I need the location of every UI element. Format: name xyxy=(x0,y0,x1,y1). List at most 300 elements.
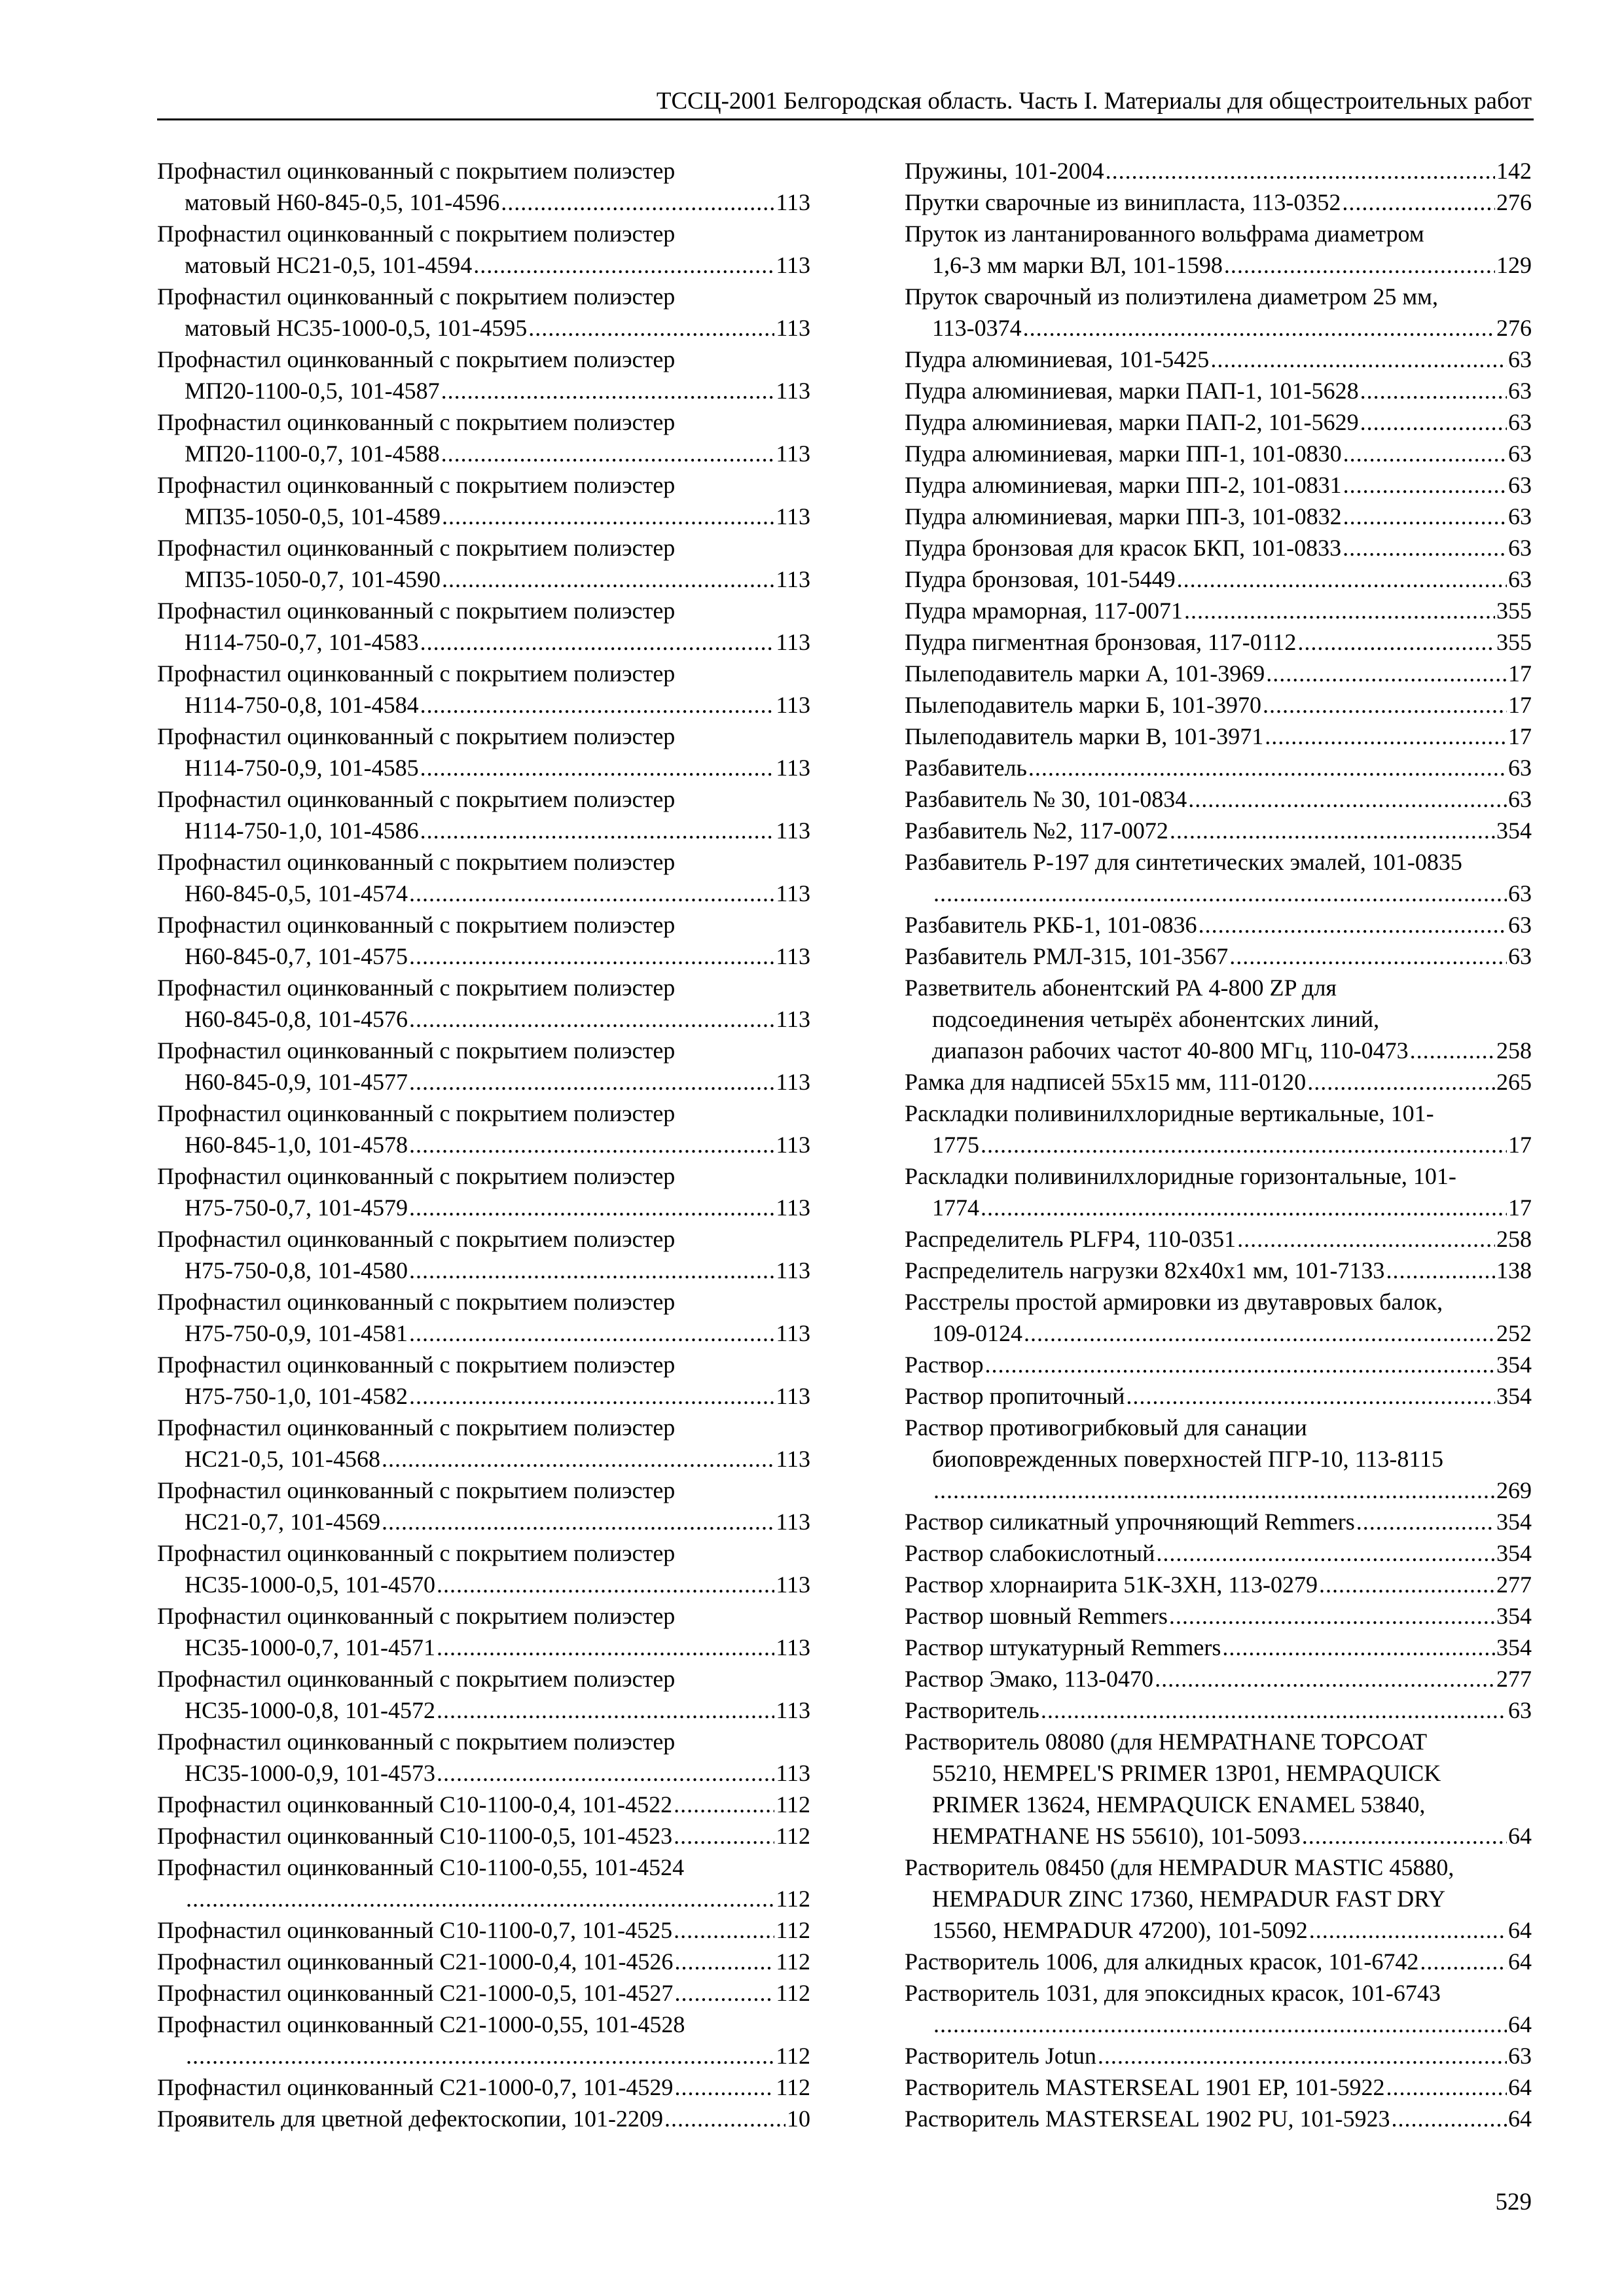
entry-text-last-line: НС21-0,5, 101-4568 xyxy=(185,1446,380,1472)
entry-text-line: Профнастил оцинкованный с покрытием полиэстер xyxy=(157,1352,676,1378)
entry-page-number: 113 xyxy=(776,755,810,781)
index-entry xyxy=(905,501,1532,532)
entry-text-line: Профнастил оцинкованный с покрытием полиэстер xyxy=(157,158,676,184)
dot-leader xyxy=(674,1820,774,1852)
entry-text-last-line: МП20-1100-0,5, 101-4587 xyxy=(185,378,440,404)
entry-text-last-line: НС35-1000-0,5, 101-4570 xyxy=(185,1571,435,1598)
entry-page-number: 129 xyxy=(1496,252,1532,278)
index-entry xyxy=(157,658,810,721)
entry-text-line: биоповрежденных поверхностей ПГР-10, 113-8115 xyxy=(932,1446,1443,1472)
index-entry xyxy=(905,1506,1532,1537)
entry-text-last-line: Пудра бронзовая, 101-5449 xyxy=(905,566,1176,592)
entry-text-line: подсоединения четырёх абонентских линий, xyxy=(932,1006,1380,1032)
entry-text-last-line: Растворитель Jotun xyxy=(905,2043,1096,2069)
entry-text-last-line: 109-0124 xyxy=(932,1320,1022,1346)
entry-text-last-line: Пудра алюминиевая, марки ПП-2, 101-0831 xyxy=(905,472,1342,498)
entry-page-number: 113 xyxy=(776,1132,810,1158)
dot-leader xyxy=(420,752,775,783)
dot-leader xyxy=(1302,1820,1507,1852)
index-entry xyxy=(905,1663,1532,1695)
entry-text-line: Профнастил оцинкованный с покрытием полиэстер xyxy=(157,849,676,875)
dot-leader xyxy=(437,1569,774,1600)
entry-text-last-line: Разбавитель РМЛ-315, 101-3567 xyxy=(905,943,1229,969)
dot-leader xyxy=(1263,689,1507,721)
entry-page-number: 63 xyxy=(1508,378,1532,404)
index-entry xyxy=(905,218,1532,281)
entry-text-last-line: 1774 xyxy=(932,1194,979,1221)
index-entry xyxy=(157,2103,810,2134)
entry-page-number: 63 xyxy=(1508,1697,1532,1723)
entry-text-line: Профнастил оцинкованный с покрытием полиэстер xyxy=(157,1477,676,1503)
dot-leader xyxy=(437,1632,774,1663)
dot-leader xyxy=(664,2103,785,2134)
entry-page-number: 354 xyxy=(1496,1509,1532,1535)
dot-leader xyxy=(1360,375,1507,406)
entry-page-number: 142 xyxy=(1496,158,1532,184)
entry-text-last-line: 113-0374 xyxy=(932,315,1022,341)
entry-page-number: 113 xyxy=(776,1634,810,1660)
index-entry xyxy=(905,281,1532,344)
entry-page-number: 138 xyxy=(1496,1257,1532,1283)
index-entry xyxy=(905,1255,1532,1286)
entry-text-line: Профнастил оцинкованный с покрытием полиэстер xyxy=(157,283,676,310)
entry-text-last-line: Н60-845-0,8, 101-4576 xyxy=(185,1006,408,1032)
index-entry xyxy=(157,2072,810,2103)
entry-page-number: 63 xyxy=(1508,566,1532,592)
entry-page-number: 112 xyxy=(776,1886,810,1912)
entry-page-number: 354 xyxy=(1496,1603,1532,1629)
dot-leader xyxy=(441,438,775,469)
entry-page-number: 63 xyxy=(1508,943,1532,969)
index-entry xyxy=(905,2072,1532,2103)
index-entry xyxy=(157,1852,810,1914)
dot-leader xyxy=(1237,1223,1495,1255)
dot-leader xyxy=(984,1349,1495,1380)
header-rule xyxy=(157,118,1534,120)
dot-leader xyxy=(981,1129,1507,1160)
entry-text-last-line: Н60-845-0,9, 101-4577 xyxy=(185,1069,408,1095)
entry-text-last-line: Н60-845-0,7, 101-4575 xyxy=(185,943,408,969)
entry-text-line: Растворитель 08080 (для HEMPATHANE TOPCOAT xyxy=(905,1729,1428,1755)
entry-text-last-line: МП35-1050-0,5, 101-4589 xyxy=(185,503,441,529)
dot-leader xyxy=(1210,344,1507,375)
index-entry xyxy=(905,721,1532,752)
index-entry xyxy=(905,375,1532,406)
entry-page-number: 63 xyxy=(1508,535,1532,561)
dot-leader xyxy=(1041,1695,1507,1726)
entry-page-number: 64 xyxy=(1508,2011,1532,2037)
dot-leader xyxy=(473,249,774,281)
dot-leader xyxy=(1307,1066,1495,1098)
entry-text-line: Профнастил оцинкованный с покрытием полиэстер xyxy=(157,1163,676,1189)
entry-text-last-line: диапазон рабочих частот 40-800 МГц, 110-0473 xyxy=(932,1037,1409,1064)
entry-text-last-line: Профнастил оцинкованный С21-1000-0,7, 101-4529 xyxy=(157,2074,674,2100)
dot-leader xyxy=(1297,626,1495,658)
index-entry xyxy=(157,1349,810,1412)
index-entry xyxy=(905,1412,1532,1506)
entry-text-line: Профнастил оцинкованный с покрытием полиэстер xyxy=(157,221,676,247)
entry-text-last-line: Пудра бронзовая для красок БКП, 101-0833 xyxy=(905,535,1342,561)
entry-text-last-line: МП35-1050-0,7, 101-4590 xyxy=(185,566,441,592)
entry-text-last-line: Профнастил оцинкованный С10-1100-0,5, 101-4523 xyxy=(157,1823,673,1849)
entry-text-last-line: 1,6-3 мм марки ВЛ, 101-1598 xyxy=(932,252,1223,278)
entry-text-last-line: Пудра алюминиевая, марки ПАП-1, 101-5628 xyxy=(905,378,1359,404)
entry-text-line: Профнастил оцинкованный С21-1000-0,55, 101-4528 xyxy=(157,2011,685,2037)
index-entry xyxy=(157,1977,810,2009)
dot-leader xyxy=(1023,312,1495,344)
index-entry xyxy=(157,155,810,218)
index-entry xyxy=(905,689,1532,721)
entry-text-line: Пруток из лантанированного вольфрама диаметром xyxy=(905,221,1424,247)
entry-page-number: 17 xyxy=(1508,692,1532,718)
dot-leader xyxy=(1156,1537,1495,1569)
entry-page-number: 113 xyxy=(776,1069,810,1095)
index-entry xyxy=(157,1789,810,1820)
dot-leader xyxy=(1184,595,1495,626)
entry-text-last-line: Н75-750-0,9, 101-4581 xyxy=(185,1320,408,1346)
index-entry xyxy=(905,1160,1532,1223)
entry-text-last-line: матовый НС21-0,5, 101-4594 xyxy=(185,252,473,278)
index-entry xyxy=(905,344,1532,375)
index-entry xyxy=(157,595,810,658)
index-entry xyxy=(157,1475,810,1537)
entry-page-number: 277 xyxy=(1496,1571,1532,1598)
entry-text-last-line: Профнастил оцинкованный С10-1100-0,4, 101-4522 xyxy=(157,1791,673,1818)
entry-page-number: 113 xyxy=(776,1760,810,1786)
index-column-right xyxy=(905,155,1532,2134)
index-entry xyxy=(905,469,1532,501)
entry-page-number: 63 xyxy=(1508,440,1532,467)
index-entry xyxy=(905,941,1532,972)
entry-text-last-line: Проявитель для цветной дефектоскопии, 101-2209 xyxy=(157,2106,663,2132)
entry-text-last-line: Растворитель 1006, для алкидных красок, 101-6742 xyxy=(905,1948,1419,1975)
dot-leader xyxy=(933,2009,1507,2040)
index-entry xyxy=(905,1349,1532,1380)
entry-page-number: 17 xyxy=(1508,1194,1532,1221)
entry-page-number: 63 xyxy=(1508,912,1532,938)
entry-text-last-line: Раствор Эмако, 113-0470 xyxy=(905,1666,1154,1692)
entry-page-number: 64 xyxy=(1508,2106,1532,2132)
dot-leader xyxy=(1386,1255,1495,1286)
entry-text-last-line: матовый НС35-1000-0,5, 101-4595 xyxy=(185,315,528,341)
dot-leader xyxy=(933,878,1507,909)
entry-page-number: 113 xyxy=(776,1571,810,1598)
index-entry xyxy=(157,721,810,783)
index-entry xyxy=(905,187,1532,218)
entry-text-last-line: Пылеподавитель марки А, 101-3969 xyxy=(905,660,1265,687)
dot-leader xyxy=(1188,783,1507,815)
dot-leader xyxy=(1170,815,1495,846)
index-entry xyxy=(157,972,810,1035)
index-entry xyxy=(905,1223,1532,1255)
entry-page-number: 354 xyxy=(1496,817,1532,844)
dot-leader xyxy=(674,1977,774,2009)
entry-page-number: 113 xyxy=(776,315,810,341)
entry-page-number: 277 xyxy=(1496,1666,1532,1692)
entry-page-number: 63 xyxy=(1508,880,1532,906)
index-entry xyxy=(157,344,810,406)
entry-text-line: Пруток сварочный из полиэтилена диаметром 25 мм, xyxy=(905,283,1438,310)
entry-page-number: 63 xyxy=(1508,346,1532,372)
index-entry xyxy=(905,438,1532,469)
dot-leader xyxy=(1410,1035,1495,1066)
entry-page-number: 113 xyxy=(776,378,810,404)
entry-page-number: 113 xyxy=(776,503,810,529)
index-entry xyxy=(157,469,810,532)
entry-text-last-line: Пудра алюминиевая, марки ПП-1, 101-0830 xyxy=(905,440,1342,467)
dot-leader xyxy=(409,1380,774,1412)
entry-text-last-line: Разбавитель РКБ-1, 101-0836 xyxy=(905,912,1197,938)
running-header: ТССЦ-2001 Белгородская область. Часть I. Материалы для общестроительных работ xyxy=(656,88,1532,115)
entry-page-number: 252 xyxy=(1496,1320,1532,1346)
index-entry xyxy=(905,1380,1532,1412)
index-entry xyxy=(905,972,1532,1066)
entry-page-number: 113 xyxy=(776,1257,810,1283)
entry-page-number: 112 xyxy=(776,1948,810,1975)
index-entry xyxy=(905,846,1532,909)
entry-text-line: Профнастил оцинкованный С10-1100-0,55, 101-4524 xyxy=(157,1854,685,1880)
dot-leader xyxy=(442,501,774,532)
entry-text-last-line: Профнастил оцинкованный С21-1000-0,5, 101-4527 xyxy=(157,1980,674,2006)
dot-leader xyxy=(1199,909,1507,941)
entry-text-line: Профнастил оцинкованный с покрытием полиэстер xyxy=(157,535,676,561)
entry-text-last-line: матовый Н60-845-0,5, 101-4596 xyxy=(185,189,500,215)
entry-text-last-line: Разбавитель xyxy=(905,755,1027,781)
entry-page-number: 63 xyxy=(1508,786,1532,812)
entry-text-last-line: Раствор шовный Remmers xyxy=(905,1603,1168,1629)
dot-leader xyxy=(420,626,775,658)
entry-text-last-line: 15560, HEMPADUR 47200), 101-5092 xyxy=(932,1917,1308,1943)
entry-page-number: 112 xyxy=(776,2074,810,2100)
entry-text-last-line: Пудра алюминиевая, марки ПАП-2, 101-5629 xyxy=(905,409,1359,435)
entry-page-number: 113 xyxy=(776,1446,810,1472)
entry-text-last-line: Раствор слабокислотный xyxy=(905,1540,1155,1566)
index-entry xyxy=(905,1286,1532,1349)
dot-leader xyxy=(1024,1318,1495,1349)
entry-text-line: PRIMER 13624, HEMPAQUICK ENAMEL 53840, xyxy=(932,1791,1426,1818)
index-entry xyxy=(157,1286,810,1349)
dot-leader xyxy=(437,1695,774,1726)
dot-leader xyxy=(1343,532,1507,564)
index-entry xyxy=(905,406,1532,438)
dot-leader xyxy=(933,1475,1495,1506)
entry-text-last-line: Распределитель нагрузки 82х40х1 мм, 101-7133 xyxy=(905,1257,1385,1283)
index-entry xyxy=(157,1820,810,1852)
entry-text-line: Разбавитель Р-197 для синтетических эмалей, 101-0835 xyxy=(905,849,1462,875)
dot-leader xyxy=(981,1192,1507,1223)
entry-page-number: 258 xyxy=(1496,1037,1532,1064)
dot-leader xyxy=(1155,1663,1495,1695)
dot-leader xyxy=(1098,2040,1507,2072)
entry-text-last-line: Раствор xyxy=(905,1352,984,1378)
entry-text-line: Профнастил оцинкованный с покрытием полиэстер xyxy=(157,346,676,372)
entry-page-number: 17 xyxy=(1508,723,1532,749)
entry-page-number: 64 xyxy=(1508,1823,1532,1849)
dot-leader xyxy=(409,1192,774,1223)
entry-text-last-line: Пылеподавитель марки Б, 101-3970 xyxy=(905,692,1261,718)
dot-leader xyxy=(409,1318,774,1349)
dot-leader xyxy=(674,1789,774,1820)
dot-leader xyxy=(1356,1506,1495,1537)
entry-text-line: Профнастил оцинкованный с покрытием полиэстер xyxy=(157,1289,676,1315)
index-entry xyxy=(905,595,1532,626)
entry-page-number: 258 xyxy=(1496,1226,1532,1252)
entry-text-line: Профнастил оцинкованный с покрытием полиэстер xyxy=(157,1540,676,1566)
index-entry xyxy=(905,626,1532,658)
dot-leader xyxy=(1343,438,1507,469)
index-entry xyxy=(157,2009,810,2072)
entry-page-number: 10 xyxy=(787,2106,810,2132)
entry-text-line: Профнастил оцинкованный с покрытием полиэстер xyxy=(157,409,676,435)
entry-page-number: 265 xyxy=(1496,1069,1532,1095)
entry-page-number: 276 xyxy=(1496,315,1532,341)
entry-text-last-line: Н60-845-1,0, 101-4578 xyxy=(185,1132,408,1158)
entry-text-line: Растворитель 08450 (для HEMPADUR MASTIC 45880, xyxy=(905,1854,1454,1880)
index-entry xyxy=(157,1914,810,1946)
entry-text-line: Профнастил оцинкованный с покрытием полиэстер xyxy=(157,723,676,749)
entry-text-line: Профнастил оцинкованный с покрытием полиэстер xyxy=(157,1226,676,1252)
dot-leader xyxy=(186,1883,774,1914)
dot-leader xyxy=(420,689,775,721)
dot-leader xyxy=(1342,187,1495,218)
entry-page-number: 63 xyxy=(1508,755,1532,781)
entry-text-last-line: Н114-750-0,9, 101-4585 xyxy=(185,755,419,781)
entry-page-number: 355 xyxy=(1496,629,1532,655)
index-entry xyxy=(905,1098,1532,1160)
dot-leader xyxy=(1028,752,1507,783)
entry-page-number: 276 xyxy=(1496,189,1532,215)
entry-text-last-line: 1775 xyxy=(932,1132,979,1158)
index-entry xyxy=(905,909,1532,941)
dot-leader xyxy=(1229,941,1507,972)
entry-text-line: Профнастил оцинкованный с покрытием полиэстер xyxy=(157,1666,676,1692)
index-entry xyxy=(905,1946,1532,1977)
dot-leader xyxy=(1265,721,1507,752)
dot-leader xyxy=(1343,469,1507,501)
entry-text-last-line: Раствор штукатурный Remmers xyxy=(905,1634,1221,1660)
entry-text-last-line: Пудра алюминиевая, 101-5425 xyxy=(905,346,1210,372)
index-entry xyxy=(905,752,1532,783)
index-entry xyxy=(905,1066,1532,1098)
dot-leader xyxy=(674,1946,774,1977)
entry-text-last-line: НС21-0,7, 101-4569 xyxy=(185,1509,380,1535)
dot-leader xyxy=(441,375,775,406)
index-entry xyxy=(905,532,1532,564)
entry-page-number: 113 xyxy=(776,943,810,969)
entry-text-last-line: Пылеподавитель марки В, 101-3971 xyxy=(905,723,1264,749)
dot-leader xyxy=(1106,155,1495,187)
index-entry xyxy=(905,564,1532,595)
entry-text-last-line: Н75-750-0,8, 101-4580 xyxy=(185,1257,408,1283)
entry-text-line: Профнастил оцинкованный с покрытием полиэстер xyxy=(157,598,676,624)
index-entry xyxy=(157,406,810,469)
entry-text-line: 55210, HEMPEL'S PRIMER 13P01, HEMPAQUICK xyxy=(932,1760,1441,1786)
entry-page-number: 269 xyxy=(1496,1477,1532,1503)
index-entry xyxy=(157,1600,810,1663)
entry-page-number: 64 xyxy=(1508,1948,1532,1975)
index-entry xyxy=(905,1726,1532,1852)
index-entry xyxy=(157,909,810,972)
dot-leader xyxy=(1420,1946,1507,1977)
index-entry xyxy=(157,281,810,344)
entry-page-number: 113 xyxy=(776,629,810,655)
entry-text-last-line: НС35-1000-0,7, 101-4571 xyxy=(185,1634,435,1660)
entry-page-number: 355 xyxy=(1496,598,1532,624)
entry-text-last-line: Пудра пигментная бронзовая, 117-0112 xyxy=(905,629,1297,655)
index-entry xyxy=(905,2040,1532,2072)
index-entry xyxy=(905,1569,1532,1600)
entry-page-number: 63 xyxy=(1508,409,1532,435)
entry-text-last-line: Растворитель MASTERSEAL 1901 EP, 101-5922 xyxy=(905,2074,1385,2100)
dot-leader xyxy=(409,878,774,909)
dot-leader xyxy=(409,1255,774,1286)
entry-page-number: 113 xyxy=(776,1697,810,1723)
index-entry xyxy=(905,1977,1532,2040)
dot-leader xyxy=(1360,406,1507,438)
entry-text-line: Профнастил оцинкованный с покрытием полиэстер xyxy=(157,472,676,498)
index-entry xyxy=(905,658,1532,689)
entry-page-number: 354 xyxy=(1496,1540,1532,1566)
entry-text-line: Профнастил оцинкованный с покрытием полиэстер xyxy=(157,1603,676,1629)
entry-page-number: 63 xyxy=(1508,503,1532,529)
entry-text-last-line: Растворитель MASTERSEAL 1902 PU, 101-5923 xyxy=(905,2106,1390,2132)
entry-text-line: Раскладки поливинилхлоридные вертикальные, 101- xyxy=(905,1100,1434,1126)
entry-page-number: 17 xyxy=(1508,660,1532,687)
index-entry xyxy=(157,532,810,595)
index-entry xyxy=(905,783,1532,815)
entry-text-last-line: Растворитель xyxy=(905,1697,1039,1723)
entry-text-line: Профнастил оцинкованный с покрытием полиэстер xyxy=(157,1037,676,1064)
dot-leader xyxy=(1319,1569,1495,1600)
entry-text-last-line: Рамка для надписей 55х15 мм, 111-0120 xyxy=(905,1069,1307,1095)
entry-page-number: 354 xyxy=(1496,1634,1532,1660)
entry-page-number: 113 xyxy=(776,1194,810,1221)
entry-page-number: 113 xyxy=(776,817,810,844)
entry-text-line: Профнастил оцинкованный с покрытием полиэстер xyxy=(157,660,676,687)
entry-text-last-line: Раствор хлорнаирита 51К-3ХН, 113-0279 xyxy=(905,1571,1318,1598)
dot-leader xyxy=(409,941,774,972)
entry-text-line: Профнастил оцинкованный с покрытием полиэстер xyxy=(157,1414,676,1441)
dot-leader xyxy=(674,2072,774,2103)
index-entry xyxy=(157,846,810,909)
index-entry xyxy=(157,1223,810,1286)
entry-page-number: 354 xyxy=(1496,1352,1532,1378)
entry-page-number: 112 xyxy=(776,1980,810,2006)
entry-text-last-line: МП20-1100-0,7, 101-4588 xyxy=(185,440,440,467)
entry-text-last-line: Профнастил оцинкованный С10-1100-0,7, 101-4525 xyxy=(157,1917,673,1943)
entry-page-number: 113 xyxy=(776,1006,810,1032)
entry-page-number: 63 xyxy=(1508,472,1532,498)
dot-leader xyxy=(409,1066,774,1098)
index-entry xyxy=(905,1695,1532,1726)
dot-leader xyxy=(501,187,774,218)
index-entry xyxy=(905,1632,1532,1663)
entry-page-number: 112 xyxy=(776,1823,810,1849)
dot-leader xyxy=(1177,564,1507,595)
entry-text-last-line: Пудра мраморная, 117-0071 xyxy=(905,598,1183,624)
dot-leader xyxy=(1392,2103,1507,2134)
entry-page-number: 112 xyxy=(776,1791,810,1818)
dot-leader xyxy=(528,312,774,344)
entry-page-number: 113 xyxy=(776,692,810,718)
dot-leader xyxy=(1222,1632,1495,1663)
index-entry xyxy=(157,1663,810,1726)
entry-page-number: 63 xyxy=(1508,2043,1532,2069)
entry-text-line: Растворитель 1031, для эпоксидных красок, 101-6743 xyxy=(905,1980,1441,2006)
dot-leader xyxy=(1224,249,1495,281)
entry-page-number: 112 xyxy=(776,2043,810,2069)
entry-text-last-line: Н114-750-1,0, 101-4586 xyxy=(185,817,419,844)
